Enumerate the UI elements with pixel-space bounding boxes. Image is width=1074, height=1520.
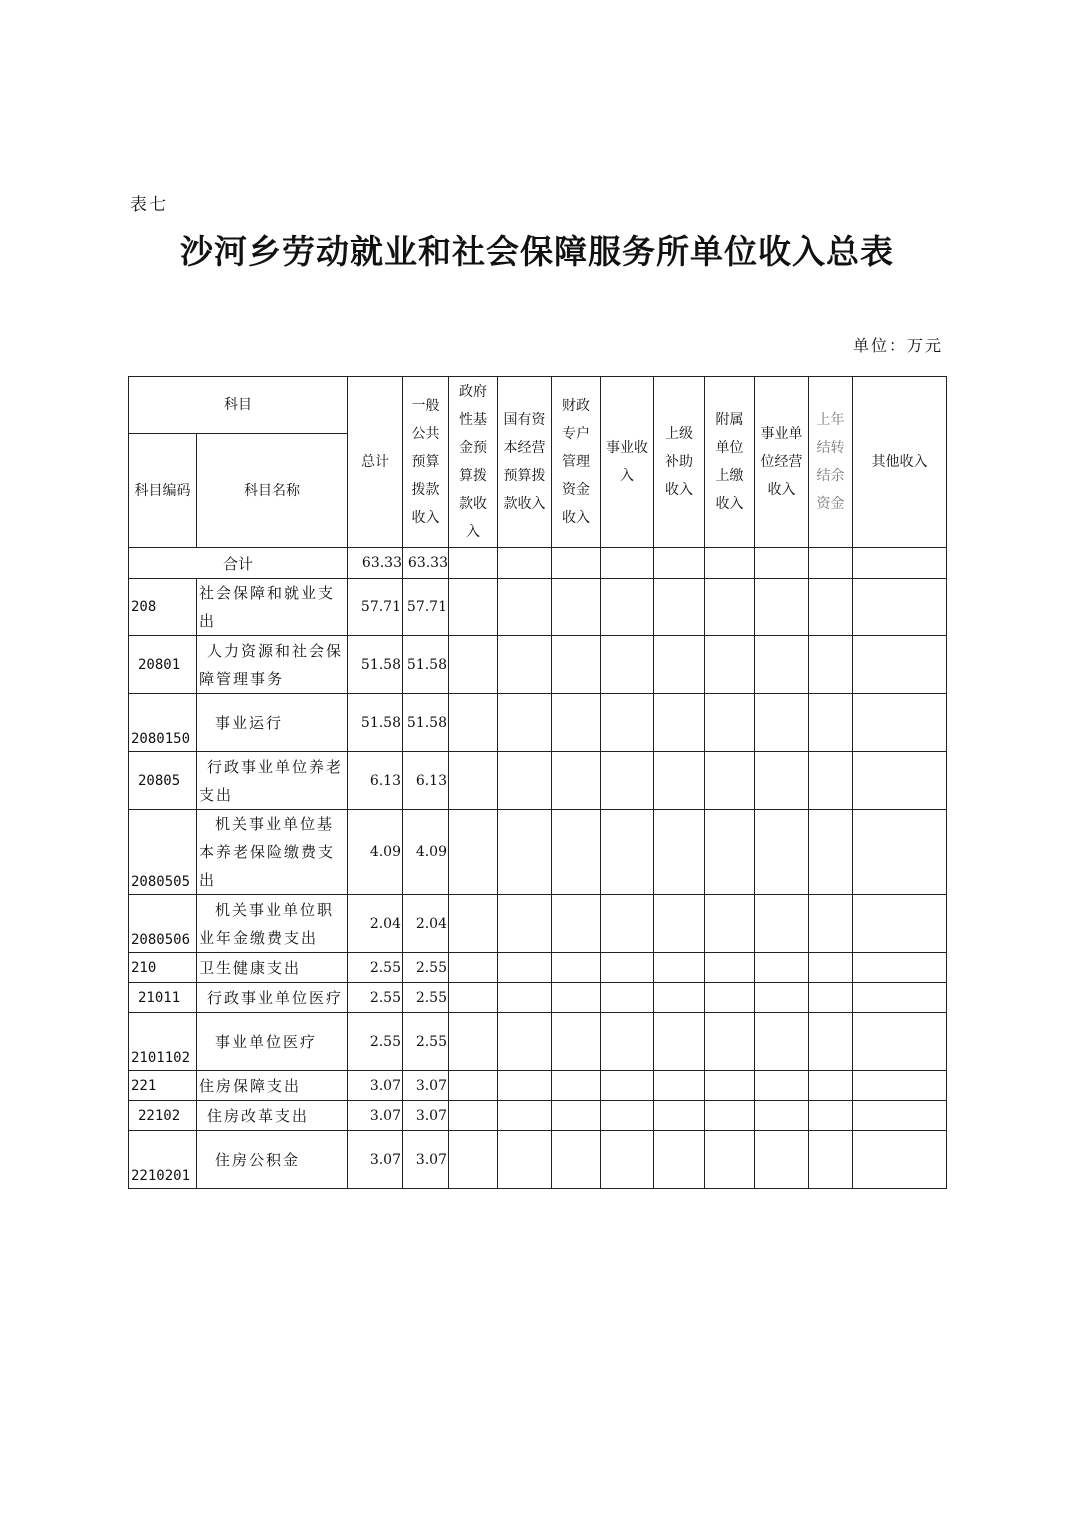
empty-cell	[449, 1131, 498, 1189]
empty-cell	[853, 579, 947, 636]
row-name: 事业运行	[197, 694, 348, 752]
empty-cell	[853, 895, 947, 953]
row-name: 住房保障支出	[197, 1071, 348, 1101]
row-general-budget: 57.71	[403, 579, 449, 636]
unit-label: 单位：万元	[852, 336, 943, 355]
row-general-budget: 2.04	[403, 895, 449, 953]
empty-cell	[552, 983, 601, 1013]
table-row	[129, 953, 947, 983]
empty-cell	[654, 1071, 705, 1101]
empty-cell	[552, 1071, 601, 1101]
empty-cell	[601, 752, 654, 810]
empty-cell	[449, 895, 498, 953]
empty-cell	[552, 1013, 601, 1071]
empty-cell	[601, 953, 654, 983]
row-total: 51.58	[348, 694, 403, 752]
empty-cell	[755, 636, 809, 694]
page-title: 沙河乡劳动就业和社会保障服务所单位收入总表	[180, 232, 894, 271]
row-name: 卫生健康支出	[197, 953, 348, 983]
empty-cell	[705, 1101, 755, 1131]
empty-cell	[654, 579, 705, 636]
empty-cell	[654, 895, 705, 953]
empty-cell	[552, 953, 601, 983]
header-superior-subsidy: 上级补助收入	[654, 377, 705, 548]
empty-cell	[654, 810, 705, 895]
empty-cell	[755, 1013, 809, 1071]
empty-cell	[853, 752, 947, 810]
row-code: 2080150	[129, 694, 197, 752]
empty-cell	[498, 1013, 552, 1071]
row-name: 机关事业单位基本养老保险缴费支出	[197, 810, 348, 895]
empty-cell	[809, 1013, 853, 1071]
row-total: 3.07	[348, 1131, 403, 1189]
row-total: 2.55	[348, 983, 403, 1013]
table-row	[129, 1013, 947, 1071]
empty-cell	[705, 636, 755, 694]
empty-cell	[853, 1131, 947, 1189]
empty-cell	[498, 694, 552, 752]
row-total: 2.04	[348, 895, 403, 953]
header-prior-year-balance: 上年结转结余资金	[809, 377, 853, 548]
empty-cell	[755, 752, 809, 810]
header-subject-code: 科目编码	[129, 434, 197, 548]
header-state-capital: 国有资本经营预算拨款收入	[498, 377, 552, 548]
row-code: 221	[129, 1071, 197, 1101]
header-subject-name: 科目名称	[197, 434, 348, 548]
empty-cell	[705, 895, 755, 953]
total-label: 合计	[129, 548, 348, 579]
empty-cell	[552, 1131, 601, 1189]
income-summary-table	[128, 376, 947, 1189]
empty-cell	[498, 953, 552, 983]
empty-cell	[705, 983, 755, 1013]
empty-cell	[654, 983, 705, 1013]
empty-cell	[809, 983, 853, 1013]
table-row	[129, 810, 947, 895]
empty-cell	[755, 895, 809, 953]
row-code: 2080505	[129, 810, 197, 895]
table-row	[129, 1101, 947, 1131]
row-code: 2080506	[129, 895, 197, 953]
header-business-operation: 事业单位经营收入	[755, 377, 809, 548]
header-other-income: 其他收入	[853, 377, 947, 548]
table-row	[129, 694, 947, 752]
row-code: 2210201	[129, 1131, 197, 1189]
empty-cell	[809, 694, 853, 752]
empty-cell	[552, 579, 601, 636]
empty-cell	[853, 810, 947, 895]
empty-cell	[809, 752, 853, 810]
empty-cell	[705, 1071, 755, 1101]
row-total: 2.55	[348, 1013, 403, 1071]
empty-cell	[654, 1101, 705, 1131]
empty-cell	[449, 694, 498, 752]
empty-cell	[498, 1101, 552, 1131]
empty-cell	[552, 895, 601, 953]
row-name: 住房公积金	[197, 1131, 348, 1189]
table-row	[129, 1131, 947, 1189]
row-code: 20801	[129, 636, 197, 694]
row-general-budget: 2.55	[403, 1013, 449, 1071]
row-name: 行政事业单位医疗	[197, 983, 348, 1013]
empty-cell	[705, 1131, 755, 1189]
empty-cell	[552, 636, 601, 694]
empty-cell	[498, 752, 552, 810]
row-total: 3.07	[348, 1101, 403, 1131]
row-name: 机关事业单位职业年金缴费支出	[197, 895, 348, 953]
header-fiscal-special: 财政专户管理资金收入	[552, 377, 601, 548]
empty-cell	[449, 579, 498, 636]
empty-cell	[809, 1131, 853, 1189]
empty-cell	[601, 1013, 654, 1071]
row-general-budget: 4.09	[403, 810, 449, 895]
empty-cell	[601, 810, 654, 895]
table-label: 表七	[130, 195, 168, 215]
row-code: 20805	[129, 752, 197, 810]
header-total: 总计	[348, 377, 403, 548]
empty-cell	[601, 983, 654, 1013]
header-gov-fund: 政府性基金预算拨款收入	[449, 377, 498, 548]
total-total: 63.33	[348, 548, 403, 579]
total-row	[129, 548, 947, 579]
empty-cell	[654, 953, 705, 983]
empty-cell	[705, 1013, 755, 1071]
empty-cell	[705, 953, 755, 983]
empty-cell	[755, 1131, 809, 1189]
empty-cell	[755, 1071, 809, 1101]
empty-cell	[853, 983, 947, 1013]
empty-cell	[755, 579, 809, 636]
empty-cell	[449, 983, 498, 1013]
row-total: 51.58	[348, 636, 403, 694]
empty-cell	[498, 636, 552, 694]
empty-cell	[601, 1071, 654, 1101]
empty-cell	[853, 636, 947, 694]
empty-cell	[601, 895, 654, 953]
row-code: 208	[129, 579, 197, 636]
empty-cell	[809, 953, 853, 983]
empty-cell	[498, 895, 552, 953]
row-general-budget: 3.07	[403, 1131, 449, 1189]
row-name: 人力资源和社会保障管理事务	[197, 636, 348, 694]
empty-cell	[498, 983, 552, 1013]
row-total: 6.13	[348, 752, 403, 810]
empty-cell	[755, 1101, 809, 1131]
empty-cell	[654, 1013, 705, 1071]
table-row	[129, 752, 947, 810]
empty-cell	[601, 636, 654, 694]
empty-cell	[853, 1071, 947, 1101]
empty-cell	[449, 752, 498, 810]
empty-cell	[449, 810, 498, 895]
empty-cell	[449, 1071, 498, 1101]
empty-cell	[498, 1071, 552, 1101]
header-subject: 科目	[129, 377, 348, 434]
row-general-budget: 51.58	[403, 694, 449, 752]
header-business-income: 事业收入	[601, 377, 654, 548]
empty-cell	[654, 752, 705, 810]
empty-cell	[705, 810, 755, 895]
row-general-budget: 3.07	[403, 1101, 449, 1131]
empty-cell	[449, 1013, 498, 1071]
empty-cell	[449, 953, 498, 983]
row-name: 行政事业单位养老支出	[197, 752, 348, 810]
empty-cell	[552, 1101, 601, 1131]
empty-cell	[498, 579, 552, 636]
empty-cell	[755, 694, 809, 752]
empty-cell	[705, 694, 755, 752]
empty-cell	[705, 579, 755, 636]
row-name: 住房改革支出	[197, 1101, 348, 1131]
row-code: 21011	[129, 983, 197, 1013]
empty-cell	[853, 694, 947, 752]
row-general-budget: 6.13	[403, 752, 449, 810]
empty-cell	[654, 694, 705, 752]
empty-cell	[809, 579, 853, 636]
row-general-budget: 3.07	[403, 1071, 449, 1101]
total-general-budget: 63.33	[403, 548, 449, 579]
header-affiliated-unit: 附属单位上缴收入	[705, 377, 755, 548]
table-row	[129, 983, 947, 1013]
table-row	[129, 895, 947, 953]
row-general-budget: 2.55	[403, 983, 449, 1013]
row-name: 社会保障和就业支出	[197, 579, 348, 636]
row-total: 4.09	[348, 810, 403, 895]
empty-cell	[705, 752, 755, 810]
row-total: 3.07	[348, 1071, 403, 1101]
empty-cell	[654, 636, 705, 694]
row-general-budget: 2.55	[403, 953, 449, 983]
empty-cell	[755, 983, 809, 1013]
empty-cell	[809, 810, 853, 895]
empty-cell	[654, 1131, 705, 1189]
row-code: 210	[129, 953, 197, 983]
row-total: 2.55	[348, 953, 403, 983]
row-code: 22102	[129, 1101, 197, 1131]
row-general-budget: 51.58	[403, 636, 449, 694]
empty-cell	[809, 1071, 853, 1101]
empty-cell	[755, 953, 809, 983]
empty-cell	[552, 752, 601, 810]
empty-cell	[809, 636, 853, 694]
header-general-budget: 一般公共预算拨款收入	[403, 377, 449, 548]
empty-cell	[552, 694, 601, 752]
empty-cell	[498, 1131, 552, 1189]
table-row	[129, 1071, 947, 1101]
row-name: 事业单位医疗	[197, 1013, 348, 1071]
table-body	[129, 579, 947, 1189]
empty-cell	[601, 1101, 654, 1131]
empty-cell	[601, 694, 654, 752]
empty-cell	[853, 1101, 947, 1131]
empty-cell	[809, 1101, 853, 1131]
empty-cell	[809, 895, 853, 953]
table-row	[129, 579, 947, 636]
empty-cell	[552, 810, 601, 895]
row-code: 2101102	[129, 1013, 197, 1071]
empty-cell	[755, 810, 809, 895]
table-row	[129, 636, 947, 694]
empty-cell	[853, 953, 947, 983]
empty-cell	[498, 810, 552, 895]
empty-cell	[601, 579, 654, 636]
empty-cell	[601, 1131, 654, 1189]
row-total: 57.71	[348, 579, 403, 636]
empty-cell	[853, 1013, 947, 1071]
empty-cell	[449, 1101, 498, 1131]
empty-cell	[449, 636, 498, 694]
